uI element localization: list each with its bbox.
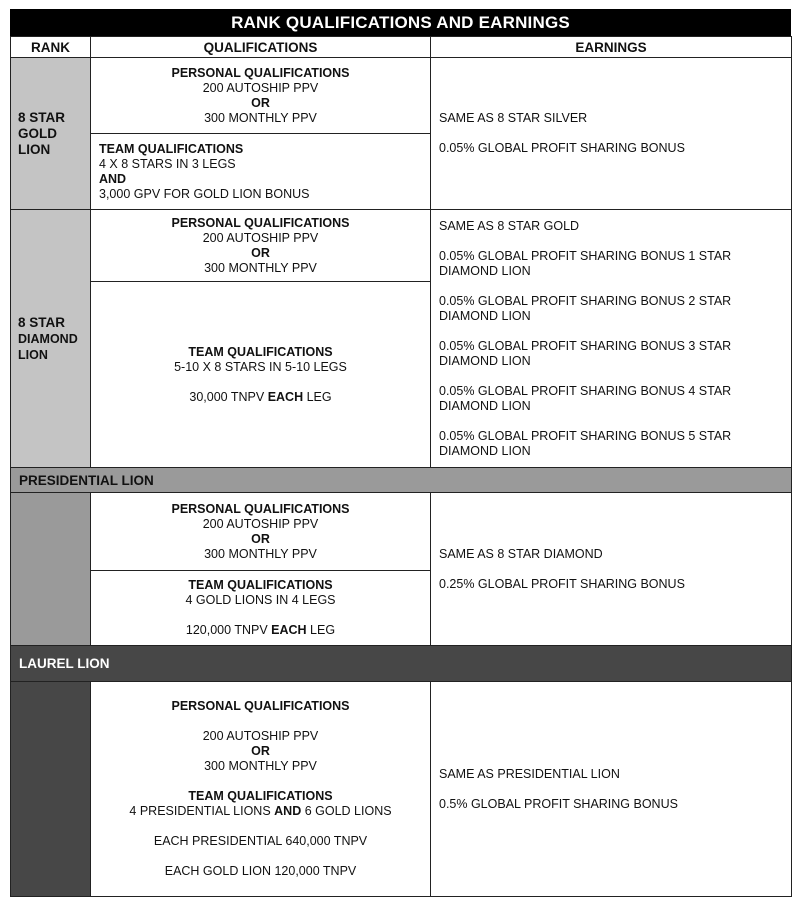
earnings-item: 0.05% GLOBAL PROFIT SHARING BONUS 4 STAR <box>439 383 732 398</box>
page-title: RANK QUALIFICATIONS AND EARNINGS <box>10 9 791 36</box>
laurel-section-label: LAUREL LION <box>11 646 792 682</box>
earnings-item: 0.05% GLOBAL PROFIT SHARING BONUS 1 STAR <box>439 248 732 263</box>
earnings-item: 0.25% GLOBAL PROFIT SHARING BONUS <box>439 576 685 591</box>
rank-label-line: LION <box>18 141 51 157</box>
header-row <box>11 37 792 58</box>
diamond-team-qualifications <box>91 282 431 468</box>
personal-heading: PERSONAL QUALIFICATIONS <box>171 215 350 230</box>
laurel-section-header <box>11 646 792 682</box>
gold-row-personal <box>11 58 792 134</box>
personal-line: 200 AUTOSHIP PPV <box>202 729 319 743</box>
or-label: OR <box>251 531 270 546</box>
earnings-item: 0.05% GLOBAL PROFIT SHARING BONUS 3 STAR <box>439 338 732 353</box>
gold-team-qualifications <box>91 134 431 210</box>
team-heading: TEAM QUALIFICATIONS <box>99 141 244 156</box>
presidential-personal-qualifications <box>91 493 431 571</box>
or-label: OR <box>251 744 270 758</box>
team-line: 3,000 GPV FOR GOLD LION BONUS <box>99 186 310 201</box>
team-line: 4 X 8 STARS IN 3 LEGS <box>99 156 236 171</box>
earnings-item-cont: DIAMOND LION <box>439 263 531 278</box>
gold-earnings <box>431 58 792 210</box>
personal-heading: PERSONAL QUALIFICATIONS <box>171 699 350 713</box>
and-label: AND <box>99 171 127 186</box>
personal-heading: PERSONAL QUALIFICATIONS <box>171 65 350 80</box>
diamond-personal-qualifications <box>91 210 431 282</box>
or-label: OR <box>251 245 270 260</box>
header-rank: RANK <box>11 37 91 58</box>
earnings-item: 0.05% GLOBAL PROFIT SHARING BONUS 5 STAR <box>439 428 732 443</box>
header-qualifications: QUALIFICATIONS <box>91 37 431 58</box>
laurel-qualifications <box>91 682 431 897</box>
earnings-item: SAME AS 8 STAR GOLD <box>439 218 580 233</box>
team-line: EACH GOLD LION 120,000 TNPV <box>164 864 357 878</box>
earnings-item: 0.05% GLOBAL PROFIT SHARING BONUS <box>439 141 685 155</box>
personal-line: 200 AUTOSHIP PPV <box>202 80 319 95</box>
header-earnings: EARNINGS <box>431 37 792 58</box>
personal-line: 300 MONTHLY PPV <box>204 759 317 773</box>
gold-personal-qualifications <box>91 58 431 134</box>
personal-line: 200 AUTOSHIP PPV <box>202 230 319 245</box>
team-line: 4 PRESIDENTIAL LIONS AND 6 GOLD LIONS <box>129 804 392 818</box>
team-line: 5-10 X 8 STARS IN 5-10 LEGS <box>174 359 347 374</box>
presidential-section-header <box>11 468 792 493</box>
laurel-earnings <box>431 682 792 897</box>
rank-cell-laurel <box>11 682 91 897</box>
team-line: 4 GOLD LIONS IN 4 LEGS <box>185 593 336 607</box>
diamond-earnings <box>431 210 792 468</box>
rank-label-line: 8 STAR <box>18 314 66 330</box>
team-heading: TEAM QUALIFICATIONS <box>188 344 333 359</box>
personal-line: 300 MONTHLY PPV <box>204 260 317 275</box>
rank-label-line: 8 STAR <box>18 109 66 125</box>
or-label: OR <box>251 95 270 110</box>
earnings-item-cont: DIAMOND LION <box>439 353 531 368</box>
personal-heading: PERSONAL QUALIFICATIONS <box>171 501 350 516</box>
laurel-row <box>11 682 792 897</box>
earnings-item-cont: DIAMOND LION <box>439 398 531 413</box>
earnings-item-cont: DIAMOND LION <box>439 308 531 323</box>
team-heading: TEAM QUALIFICATIONS <box>188 789 333 803</box>
rank-cell-gold-lion <box>11 58 91 210</box>
presidential-team-qualifications <box>91 571 431 646</box>
earnings-item: 0.05% GLOBAL PROFIT SHARING BONUS 2 STAR <box>439 293 732 308</box>
earnings-item: SAME AS 8 STAR SILVER <box>439 111 588 125</box>
rank-label-line: LION <box>18 347 48 362</box>
earnings-item: SAME AS 8 STAR DIAMOND <box>439 546 603 561</box>
team-line: 30,000 TNPV EACH LEG <box>189 389 332 404</box>
rank-label-line: GOLD <box>18 125 57 141</box>
personal-line: 300 MONTHLY PPV <box>204 546 317 561</box>
rank-cell-diamond-lion <box>11 210 91 468</box>
presidential-earnings <box>431 493 792 646</box>
team-heading: TEAM QUALIFICATIONS <box>188 578 333 592</box>
personal-line: 200 AUTOSHIP PPV <box>202 516 319 531</box>
team-line: EACH PRESIDENTIAL 640,000 TNPV <box>153 834 368 848</box>
team-line: 120,000 TNPV EACH LEG <box>185 623 336 637</box>
presidential-section-label: PRESIDENTIAL LION <box>11 468 792 493</box>
diamond-row-personal <box>11 210 792 282</box>
rank-label-line: DIAMOND <box>18 331 78 346</box>
presidential-row-personal <box>11 493 792 571</box>
rank-cell-presidential <box>11 493 91 646</box>
personal-line: 300 MONTHLY PPV <box>204 110 317 125</box>
earnings-item-cont: DIAMOND LION <box>439 443 531 458</box>
earnings-item: 0.5% GLOBAL PROFIT SHARING BONUS <box>439 796 678 811</box>
earnings-item: SAME AS PRESIDENTIAL LION <box>439 766 620 781</box>
rank-table-document <box>10 9 791 897</box>
rank-table <box>10 36 792 897</box>
